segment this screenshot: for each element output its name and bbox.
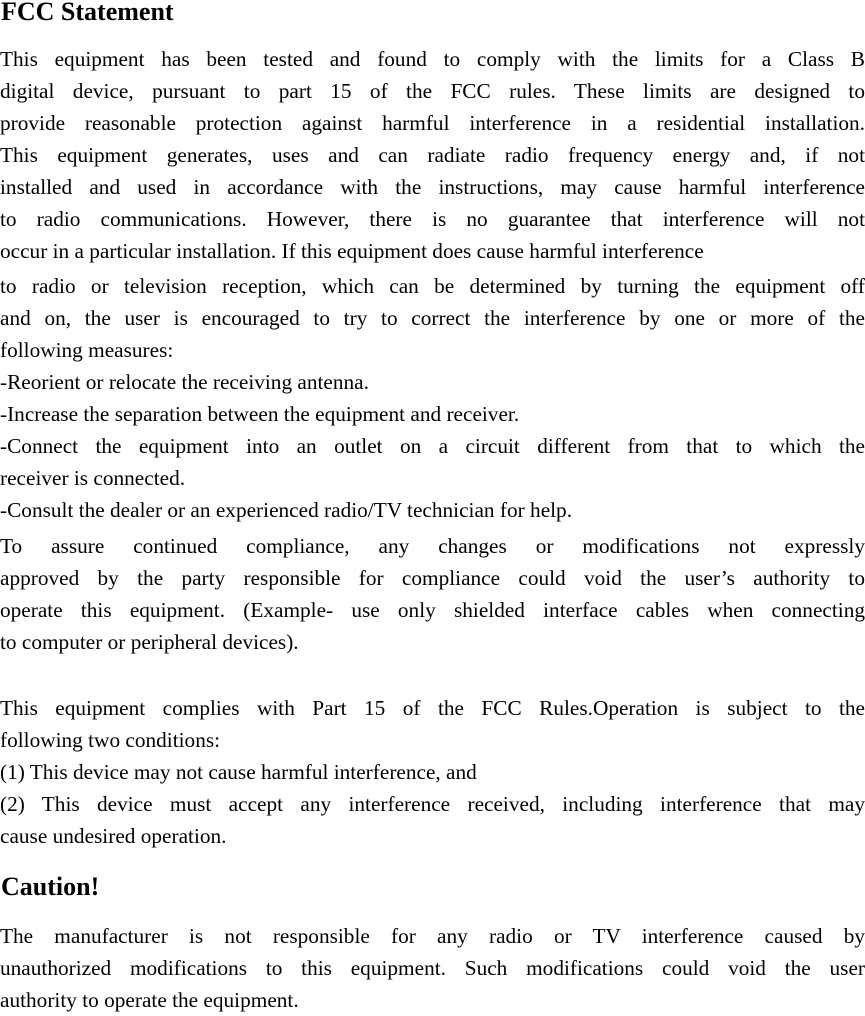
fcc-continuation-paragraph (0, 270, 865, 366)
fcc-intro-paragraph (0, 43, 865, 267)
caution-line: The manufacturer is not responsible for any radio or TV interference caused by (0, 924, 865, 948)
continuation-line: to radio or television reception, which can be determined by turning the equipment off (0, 274, 865, 298)
intro-line: occur in a particular installation. If this equipment does cause harmful interference (0, 239, 704, 263)
part15-line: following two conditions: (0, 728, 221, 752)
part15-paragraph (0, 692, 865, 852)
measure-item-continuation: receiver is connected. (0, 466, 186, 490)
caution-line: authority to operate the equipment. (0, 988, 299, 1012)
intro-line: to radio communications. However, there is no guarantee that interference will not (0, 207, 865, 231)
compliance-paragraph (0, 530, 865, 658)
compliance-line: To assure continued compliance, any changes or modifications not expressly (0, 534, 865, 558)
intro-line: This equipment has been tested and found to comply with the limits for a Class B (0, 47, 865, 71)
intro-line: installed and used in accordance with the instructions, may cause harmful interference (0, 175, 865, 199)
continuation-line: and on, the user is encouraged to try to correct the interference by one or more of the (0, 306, 865, 330)
measure-item: -Increase the separation between the equipment and receiver. (0, 402, 520, 426)
compliance-line: approved by the party responsible for compliance could void the user’s authority to (0, 566, 865, 590)
caution-paragraph (0, 920, 865, 1016)
part15-line: This equipment complies with Part 15 of the FCC Rules.Operation is subject to the (0, 696, 865, 720)
caution-line: unauthorized modifications to this equipment. Such modifications could void the user (0, 956, 865, 980)
measures-list (0, 366, 865, 526)
fcc-statement-heading: FCC Statement (1, 0, 174, 26)
compliance-line: to computer or peripheral devices). (0, 630, 299, 654)
condition-item: (1) This device may not cause harmful interference, and (0, 760, 477, 784)
intro-line: This equipment generates, uses and can radiate radio frequency energy and, if not (0, 143, 865, 167)
compliance-line: operate this equipment. (Example- use only shielded interface cables when connecting (0, 598, 865, 622)
continuation-line: following measures: (0, 338, 174, 362)
condition-item: (2) This device must accept any interference received, including interference that may (0, 792, 865, 816)
measure-item: -Reorient or relocate the receiving antenna. (0, 370, 369, 394)
measure-item: -Connect the equipment into an outlet on a circuit different from that to which the (0, 434, 865, 458)
intro-line: digital device, pursuant to part 15 of the FCC rules. These limits are designed to (0, 79, 865, 103)
measure-item: -Consult the dealer or an experienced radio/TV technician for help. (0, 498, 573, 522)
intro-line: provide reasonable protection against harmful interference in a residential installation. (0, 111, 865, 135)
caution-heading: Caution! (1, 872, 100, 901)
condition-item-continuation: cause undesired operation. (0, 824, 227, 848)
